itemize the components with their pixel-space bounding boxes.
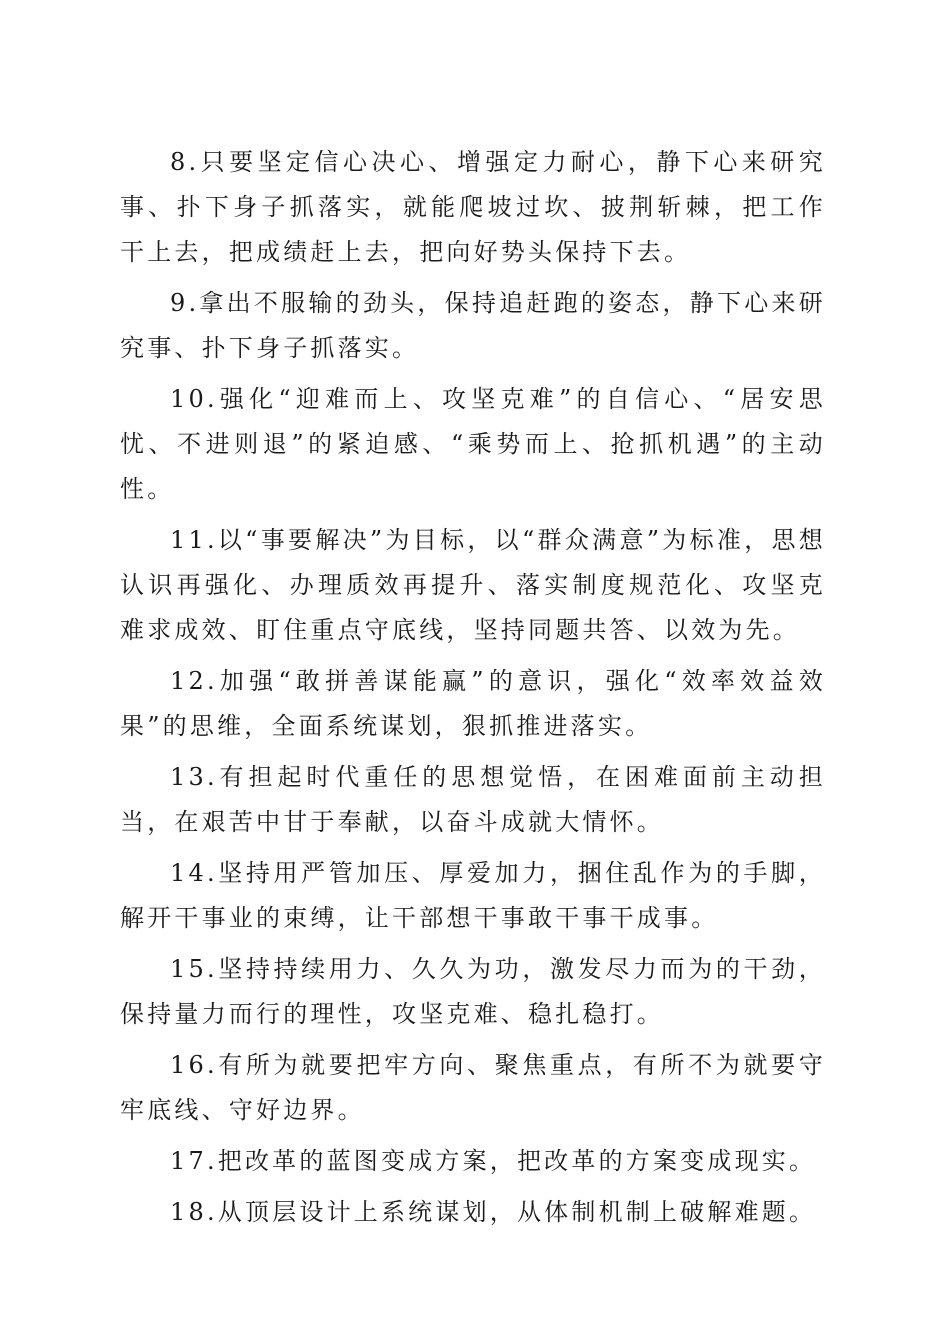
- list-item: [120, 851, 826, 941]
- item-text: 强化“迎难而上、攻坚克难”的自信心、“居安思忧、不进则退”的紧迫感、“乘势而上、抢抓机遇”的主动性。: [120, 385, 826, 503]
- item-number: 9.: [170, 289, 200, 317]
- list-item: [120, 1190, 826, 1235]
- list-item: [120, 518, 826, 653]
- item-text: 坚持用严管加压、厚爱加力，捆住乱作为的手脚，解开干事业的束缚，让干部想干事敢干事干成事。: [120, 859, 826, 932]
- item-number: 14.: [170, 859, 218, 887]
- list-item: [120, 755, 826, 845]
- item-number: 12.: [170, 667, 218, 695]
- item-number: 11.: [170, 526, 218, 554]
- item-text: 以“事要解决”为目标，以“群众满意”为标准，思想认识再强化、办理质效再提升、落实制度规范化、攻坚克难求成效、盯住重点守底线，坚持同题共答、以效为先。: [120, 526, 826, 644]
- item-number: 13.: [170, 763, 218, 791]
- item-text: 拿出不服输的劲头，保持追赶跑的姿态，静下心来研究事、扑下身子抓落实。: [120, 289, 826, 362]
- list-item: [120, 659, 826, 749]
- item-text: 把改革的蓝图变成方案，把改革的方案变成现实。: [217, 1147, 817, 1175]
- item-text: 加强“敢拼善谋能赢”的意识，强化“效率效益效果”的思维，全面系统谋划，狠抓推进落实。: [120, 667, 826, 740]
- list-item: [120, 281, 826, 371]
- item-number: 16.: [170, 1051, 218, 1079]
- list-item: [120, 947, 826, 1037]
- item-number: 10.: [170, 385, 218, 413]
- item-text: 只要坚定信心决心、增强定力耐心，静下心来研究事、扑下身子抓落实，就能爬坡过坎、披荆斩棘，把工作干上去，把成绩赶上去，把向好势头保持下去。: [120, 148, 826, 266]
- item-number: 18.: [170, 1198, 218, 1226]
- item-number: 15.: [170, 955, 218, 983]
- list-item: [120, 1043, 826, 1133]
- list-item: [120, 1139, 826, 1184]
- item-text: 有所为就要把牢方向、聚焦重点，有所不为就要守牢底线、守好边界。: [120, 1051, 826, 1124]
- item-text: 坚持持续用力、久久为功，激发尽力而为的干劲，保持量力而行的理性，攻坚克难、稳扎稳打。: [120, 955, 826, 1028]
- list-item: [120, 140, 826, 275]
- item-text: 有担起时代重任的思想觉悟，在困难面前主动担当，在艰苦中甘于奉献，以奋斗成就大情怀。: [120, 763, 826, 836]
- item-text: 从顶层设计上系统谋划，从体制机制上破解难题。: [217, 1198, 817, 1226]
- item-number: 17.: [170, 1147, 218, 1175]
- document-page: [120, 140, 826, 1241]
- list-item: [120, 377, 826, 512]
- item-number: 8.: [170, 148, 200, 176]
